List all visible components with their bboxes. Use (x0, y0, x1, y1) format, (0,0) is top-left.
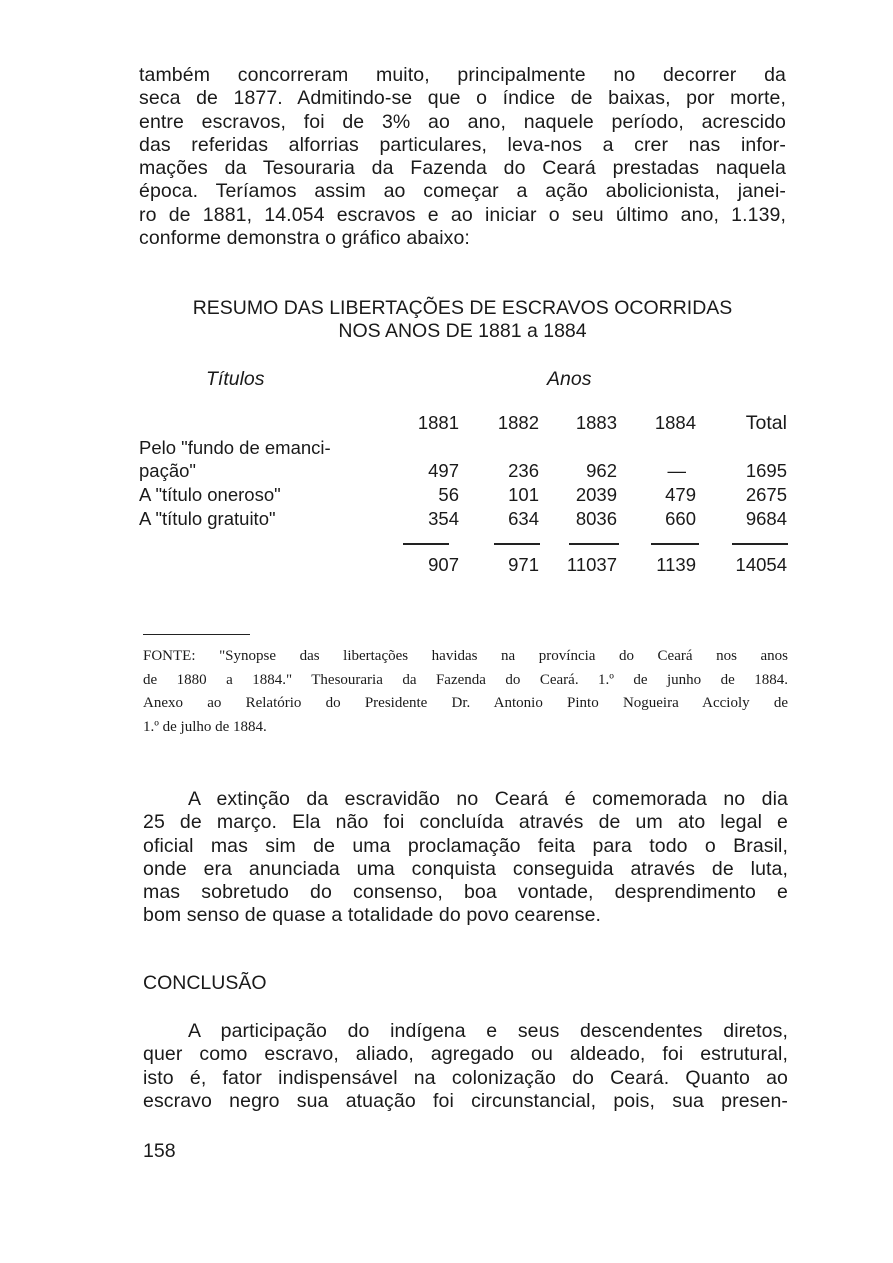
table-cell: 8036 (575, 508, 617, 529)
sum-rule (569, 543, 619, 545)
table-cell: 634 (508, 508, 539, 529)
footnote-separator (143, 634, 250, 635)
column-header: 1882 (497, 412, 539, 433)
sum-rule (403, 543, 449, 545)
section-heading: CONCLUSÃO (143, 972, 267, 994)
table-cell: — (667, 460, 686, 481)
table-cell: 56 (438, 484, 459, 505)
table-cell: 497 (428, 460, 459, 481)
total-cell: 971 (508, 554, 539, 575)
text-line: A participação do indígena e seus descendentes diretos, (188, 1020, 788, 1042)
total-cell: 907 (428, 554, 459, 575)
sum-rule (651, 543, 699, 545)
text-line: entre escravos, foi de 3% ao ano, naquele período, acrescido (139, 110, 786, 133)
text-line: das referidas alforrias particulares, leva-nos a crer nas infor- (139, 133, 786, 156)
totals-row (139, 554, 799, 578)
text-line: bom senso de quase a totalidade do povo cearense. (143, 904, 602, 927)
table-cell: 1695 (745, 460, 787, 481)
footnote-line: FONTE: "Synopse das libertações havidas na província do Ceará nos anos (143, 648, 788, 664)
column-header: Total (745, 412, 787, 434)
table-cell: 2039 (575, 484, 617, 505)
sum-rule (494, 543, 540, 545)
table-row (139, 437, 799, 461)
sum-rule (732, 543, 788, 545)
page-number: 158 (143, 1140, 176, 1162)
text-line: onde era anunciada uma conquista conseguida através de luta, (143, 857, 788, 880)
table-row (139, 508, 799, 532)
text-line: mas sobretudo do consenso, boa vontade, desprendimento e (143, 881, 788, 904)
table-cell: 962 (586, 460, 617, 481)
column-header: 1881 (417, 412, 459, 433)
text-line: escravo negro sua atuação foi circunstancial, pois, sua presen- (143, 1089, 788, 1112)
text-line: quer como escravo, aliado, agregado ou aldeado, foi estrutural, (143, 1043, 788, 1066)
row-label: pação" (139, 460, 196, 481)
table-cell: 660 (665, 508, 696, 529)
table-cell: 2675 (745, 484, 787, 505)
table-cell: 354 (428, 508, 459, 529)
text-line: também concorreram muito, principalmente no decorrer da (139, 64, 786, 86)
text-line: conforme demonstra o gráfico abaixo: (139, 227, 470, 250)
text-line: isto é, fator indispensável na colonização do Ceará. Quanto ao (143, 1066, 788, 1089)
text-line: seca de 1877. Admitindo-se que o índice de baixas, por morte, (139, 87, 786, 110)
header-anos: Anos (547, 368, 592, 390)
table-cell: 9684 (745, 508, 787, 529)
text-line: A extinção da escravidão no Ceará é comemorada no dia (188, 788, 788, 810)
header-titulos: Títulos (206, 368, 265, 390)
table-row (139, 460, 799, 484)
table-cell: 236 (508, 460, 539, 481)
footnote-line: de 1880 a 1884." Thesouraria da Fazenda do Ceará. 1.º de junho de 1884. (143, 671, 788, 688)
total-cell: 11037 (566, 554, 617, 575)
text-line: 25 de março. Ela não foi concluída através de um ato legal e (143, 811, 788, 834)
text-line: época. Teríamos assim ao começar a ação abolicionista, janei- (139, 180, 786, 203)
table-cell: 101 (508, 484, 539, 505)
footnote-line: Anexo ao Relatório do Presidente Dr. Antonio Pinto Nogueira Accioly de (143, 695, 788, 711)
total-cell: 14054 (735, 554, 787, 575)
column-header-row (139, 412, 799, 436)
column-header: 1883 (575, 412, 617, 433)
body-paragraph-conclusao (143, 1020, 788, 1113)
body-paragraph-extincao (143, 788, 788, 928)
footnote-line: 1.º de julho de 1884. (143, 718, 267, 735)
text-line: ro de 1881, 14.054 escravos e ao iniciar o seu último ano, 1.139, (139, 203, 786, 226)
row-label: Pelo "fundo de emanci- (139, 437, 331, 458)
column-header: 1884 (654, 412, 696, 433)
intro-paragraph (139, 64, 786, 250)
table-title-line-1: RESUMO DAS LIBERTAÇÕES DE ESCRAVOS OCORRIDAS (192, 297, 733, 319)
text-line: oficial mas sim de uma proclamação feita para todo o Brasil, (143, 834, 788, 857)
total-cell: 1139 (656, 554, 696, 575)
row-label: A "título oneroso" (139, 484, 281, 505)
footnote-source (143, 645, 788, 739)
row-label: A "título gratuito" (139, 508, 276, 529)
table-cell: 479 (665, 484, 696, 505)
table-title-line-2: NOS ANOS DE 1881 a 1884 (338, 320, 587, 342)
text-line: mações da Tesouraria da Fazenda do Ceará prestadas naquela (139, 157, 786, 180)
table-row (139, 484, 799, 508)
